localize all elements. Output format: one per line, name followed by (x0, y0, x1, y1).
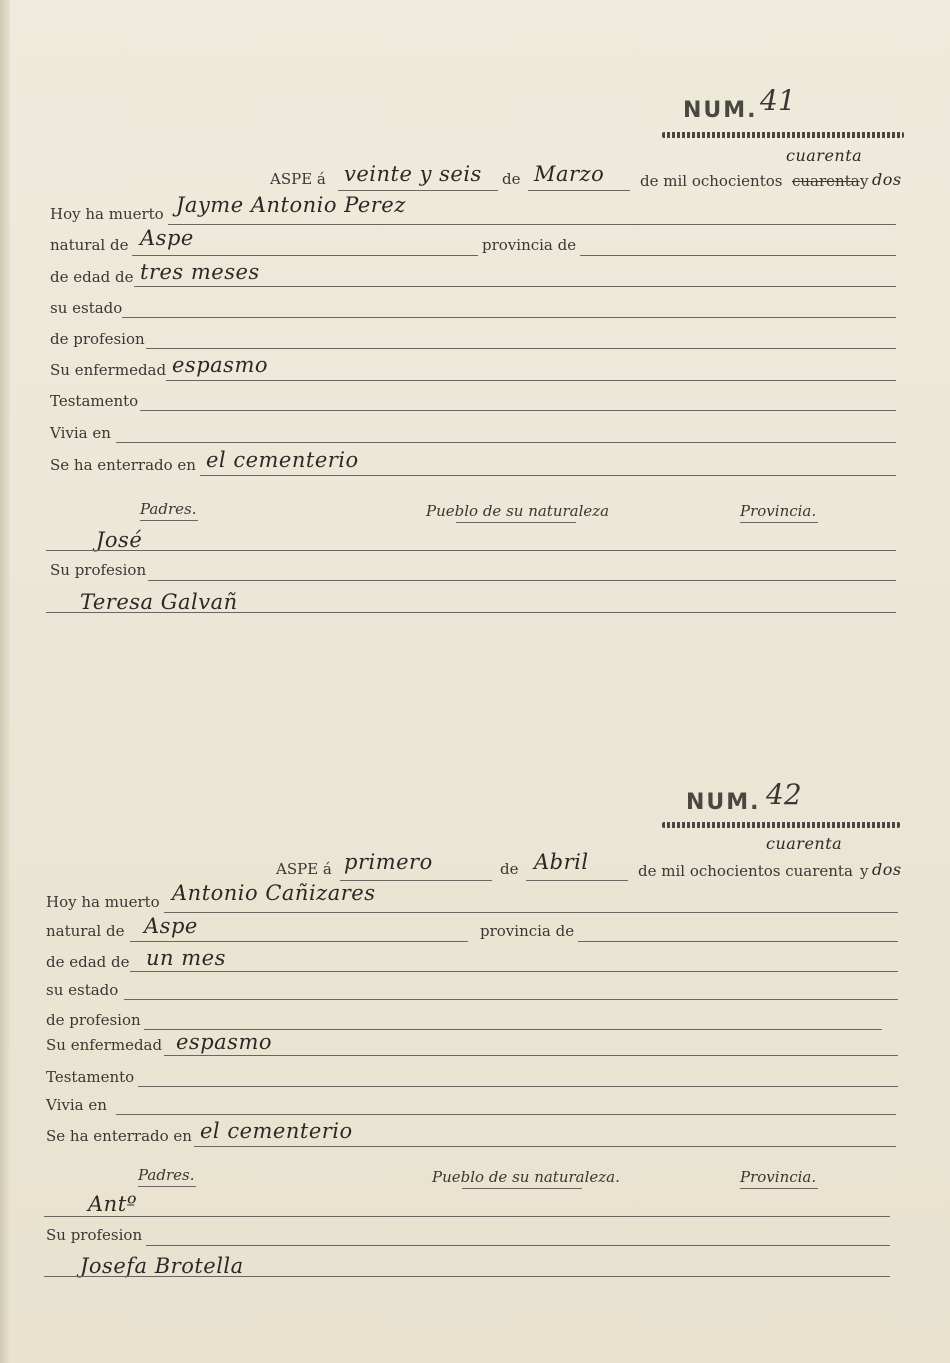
mother-name: Teresa Galvañ (80, 590, 238, 614)
field-line (194, 1146, 896, 1147)
burial-label: Se ha enterrado en (46, 1127, 192, 1145)
ornament-rule (662, 132, 904, 138)
field-line (122, 317, 896, 318)
burial-value: el cementerio (200, 1119, 353, 1143)
month-line (526, 880, 628, 881)
illness-value: espasmo (176, 1030, 273, 1054)
year-y: y (860, 172, 869, 190)
year-correction: cuarenta (766, 834, 843, 853)
parents-occupation-label: Su profesion (46, 1226, 143, 1244)
field-line (168, 224, 896, 225)
province-header: Provincia. (740, 1168, 817, 1186)
field-line (44, 1276, 890, 1277)
year-value: dos (872, 170, 902, 189)
marital-status-label: su estado (46, 981, 119, 999)
burial-label: Se ha enterrado en (50, 456, 196, 474)
field-line (148, 580, 896, 581)
residence-label: Vivia en (46, 1096, 107, 1114)
age-value: un mes (146, 946, 226, 970)
hometown-header: Pueblo de su naturaleza (426, 502, 610, 520)
field-line (46, 612, 896, 613)
field-line (130, 971, 898, 972)
day-line (338, 190, 498, 191)
hometown-header: Pueblo de su naturaleza. (432, 1168, 620, 1186)
record-number-value: 41 (760, 84, 796, 117)
month-line (528, 190, 630, 191)
deceased-name: Antonio Cañizares (172, 881, 376, 905)
field-line (580, 255, 896, 256)
header-underline (740, 1188, 818, 1189)
field-line (146, 1245, 890, 1246)
illness-label: Su enfermedad (50, 361, 167, 379)
parents-occupation-label: Su profesion (50, 561, 147, 579)
province-label: provincia de (482, 236, 577, 254)
field-line (116, 442, 896, 443)
header-underline (740, 522, 818, 523)
marital-status-label: su estado (50, 299, 123, 317)
de-label: de (502, 170, 521, 188)
field-line (164, 1055, 898, 1056)
de-label: de (500, 860, 519, 878)
year-correction: cuarenta (786, 146, 863, 165)
record-number-label: NUM. (686, 790, 761, 815)
month-value: Marzo (534, 162, 605, 186)
day-value: veinte y seis (344, 162, 482, 186)
mother-name: Josefa Brotella (80, 1254, 244, 1278)
birthplace-value: Aspe (144, 914, 198, 938)
father-name: Antº (88, 1192, 138, 1216)
occupation-label: de profesion (50, 330, 145, 348)
birthplace-label: natural de (46, 922, 125, 940)
age-label: de edad de (50, 268, 134, 286)
month-value: Abril (534, 850, 589, 874)
record-number-value: 42 (766, 778, 802, 811)
residence-label: Vivia en (50, 424, 111, 442)
field-line (134, 286, 896, 287)
field-line (166, 380, 896, 381)
header-underline (456, 522, 576, 523)
record-number-label: NUM. (683, 98, 758, 123)
field-line (116, 1114, 896, 1115)
age-value: tres meses (140, 260, 260, 284)
occupation-label: de profesion (46, 1011, 141, 1029)
year-struck: cuarenta (792, 172, 860, 190)
province-header: Provincia. (740, 502, 817, 520)
will-label: Testamento (46, 1068, 135, 1086)
year-y: y (860, 862, 869, 880)
field-line (124, 999, 898, 1000)
year-label: de mil ochocientos (640, 172, 783, 190)
year-value: dos (872, 860, 902, 879)
field-line (200, 475, 896, 476)
header-underline (462, 1188, 582, 1189)
place-label: ASPE á (276, 860, 332, 878)
field-line (146, 348, 896, 349)
day-value: primero (344, 850, 433, 874)
province-label: provincia de (480, 922, 575, 940)
birthplace-label: natural de (50, 236, 129, 254)
illness-value: espasmo (172, 353, 269, 377)
year-label: de mil ochocientos cuarenta (638, 862, 853, 880)
field-line (44, 1216, 890, 1217)
burial-value: el cementerio (206, 448, 359, 472)
field-line (164, 912, 898, 913)
field-line (138, 1086, 898, 1087)
deceased-name: Jayme Antonio Perez (176, 193, 406, 217)
field-line (578, 941, 898, 942)
field-line (46, 550, 896, 551)
deceased-label: Hoy ha muerto (50, 205, 164, 223)
field-line (132, 255, 478, 256)
header-underline (140, 520, 198, 521)
field-line (140, 410, 896, 411)
birthplace-value: Aspe (140, 226, 194, 250)
binding-gutter (0, 0, 10, 1363)
place-label: ASPE á (270, 170, 326, 188)
illness-label: Su enfermedad (46, 1036, 163, 1054)
age-label: de edad de (46, 953, 130, 971)
ornament-rule (662, 822, 900, 828)
deceased-label: Hoy ha muerto (46, 893, 160, 911)
parents-header: Padres. (140, 500, 197, 518)
parents-header: Padres. (138, 1166, 195, 1184)
field-line (130, 941, 468, 942)
father-name: José (96, 528, 143, 552)
will-label: Testamento (50, 392, 139, 410)
header-underline (138, 1186, 196, 1187)
